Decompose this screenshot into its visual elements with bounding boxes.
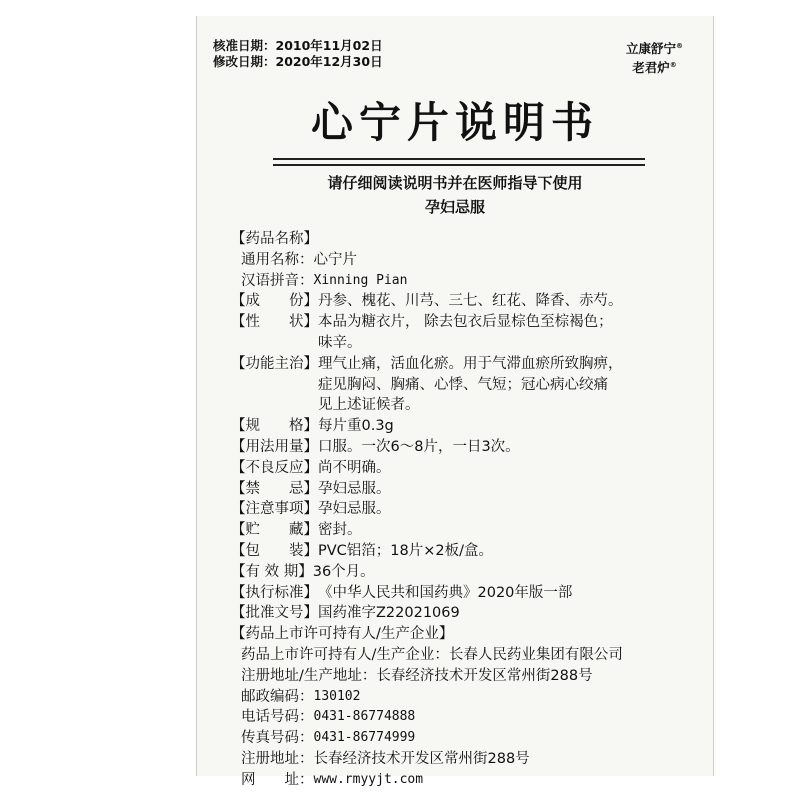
- storage-row: 【贮 藏】 密封。: [231, 520, 701, 541]
- drug-name-heading: 【药品名称】: [231, 231, 318, 247]
- contraindications-row: 【禁 忌】 孕妇忌服。: [231, 479, 701, 500]
- phone-row: 电话号码： 0431-86774888: [231, 707, 701, 728]
- approval-number: 国药准字Z22021069: [318, 605, 460, 622]
- dosage: 口服。一次6～8片，一日3次。: [318, 438, 520, 455]
- package: PVC铝箔；18片×2板/盒。: [318, 542, 493, 559]
- brand-logo: [626, 38, 683, 76]
- standard-row: 【执行标准】 《中华人民共和国药典》2020年版一部: [231, 583, 701, 604]
- brand-name-1: 立康舒宁: [625, 41, 676, 57]
- holder-name: 长春人民药业集团有限公司: [448, 646, 623, 663]
- ingredients-row: 【成 份】 丹参、槐花、川芎、三七、红花、降香、赤芍。: [231, 291, 701, 312]
- validity-period: 36个月。: [312, 563, 375, 580]
- pinyin-row: 汉语拼音： Xinning Pian: [231, 271, 701, 292]
- document-title: 心宁片说明书: [310, 98, 599, 147]
- contraindications: 孕妇忌服。: [318, 480, 391, 497]
- properties-row: 【性 状】 本品为糖衣片， 除去包衣后显棕色至棕褐色； 味辛。: [231, 312, 701, 354]
- approval-date: 核准日期：2010年11月02日: [213, 38, 383, 53]
- fax-row: 传真号码： 0431-86774999: [231, 728, 701, 749]
- validity-row: 【有 效 期】 36个月。: [231, 562, 701, 583]
- revision-date: 修改日期：2020年12月30日: [213, 54, 383, 69]
- leaflet-body: [231, 229, 701, 791]
- common-name: 心宁片: [313, 251, 357, 268]
- fax-number: 0431-86774999: [313, 730, 416, 746]
- execution-standard: 《中华人民共和国药典》2020年版一部: [318, 584, 573, 601]
- postcode-row: 邮政编码： 130102: [231, 687, 701, 708]
- holder-heading: 【药品上市许可持有人/生产企业】: [231, 626, 454, 643]
- brand-name-2: 老君炉: [632, 60, 670, 76]
- title-rule-top: [273, 158, 645, 160]
- pinyin-name: Xinning Pian: [313, 272, 408, 288]
- postcode: 130102: [313, 688, 361, 704]
- package-row: 【包 装】 PVC铝箔；18片×2板/盒。: [231, 541, 701, 562]
- address-row: 注册地址/生产地址： 长春经济技术开发区常州街288号: [231, 666, 701, 687]
- registered-mark: ®: [669, 61, 677, 70]
- precautions-row: 【注意事项】 孕妇忌服。: [231, 499, 701, 520]
- usage-notice: 请仔细阅读说明书并在医师指导下使用: [327, 174, 583, 192]
- production-address: 长春经济技术开发区常州街288号: [376, 667, 593, 684]
- title-rule-bottom: [273, 164, 645, 166]
- adverse-row: 【不良反应】 尚不明确。: [231, 458, 701, 479]
- indications-row: 【功能主治】 理气止痛，活血化瘀。用于气滞血瘀所致胸痹， 症见胸闷、胸痛、心悸、气短；冠心病心绞痛 见上述证候者。: [231, 354, 701, 416]
- approval-dates: [213, 38, 383, 70]
- website-row: 网 址： www.rmyyjt.com: [231, 770, 701, 791]
- approval-number-row: 【批准文号】 国药准字Z22021069: [231, 603, 701, 624]
- registered-address-row: 注册地址： 长春经济技术开发区常州街288号: [231, 749, 701, 770]
- dosage-row: 【用法用量】 口服。一次6～8片，一日3次。: [231, 437, 701, 458]
- ingredients: 丹参、槐花、川芎、三七、红花、降香、赤芍。: [318, 293, 623, 310]
- specification: 每片重0.3g: [318, 418, 394, 435]
- storage: 密封。: [318, 522, 362, 539]
- registered-address: 长春经济技术开发区常州街288号: [313, 750, 530, 767]
- adverse-reactions: 尚不明确。: [318, 459, 391, 476]
- indications: 理气止痛，活血化瘀。用于气滞血瘀所致胸痹， 症见胸闷、胸痛、心悸、气短；冠心病心绞痛 见上述证候者。: [318, 355, 623, 414]
- precautions: 孕妇忌服。: [318, 501, 391, 518]
- holder-row: 药品上市许可持有人/生产企业： 长春人民药业集团有限公司: [231, 645, 701, 666]
- spec-row: 【规 格】 每片重0.3g: [231, 416, 701, 437]
- leaflet-sheet: [196, 16, 714, 788]
- properties: 本品为糖衣片， 除去包衣后显棕色至棕褐色； 味辛。: [318, 314, 613, 351]
- pregnancy-warning: 孕妇忌服: [424, 198, 485, 216]
- phone-number: 0431-86774888: [313, 709, 416, 725]
- website-link[interactable]: www.rmyyjt.com: [313, 771, 424, 787]
- common-name-row: 通用名称： 心宁片: [231, 250, 701, 271]
- registered-mark: ®: [676, 42, 683, 50]
